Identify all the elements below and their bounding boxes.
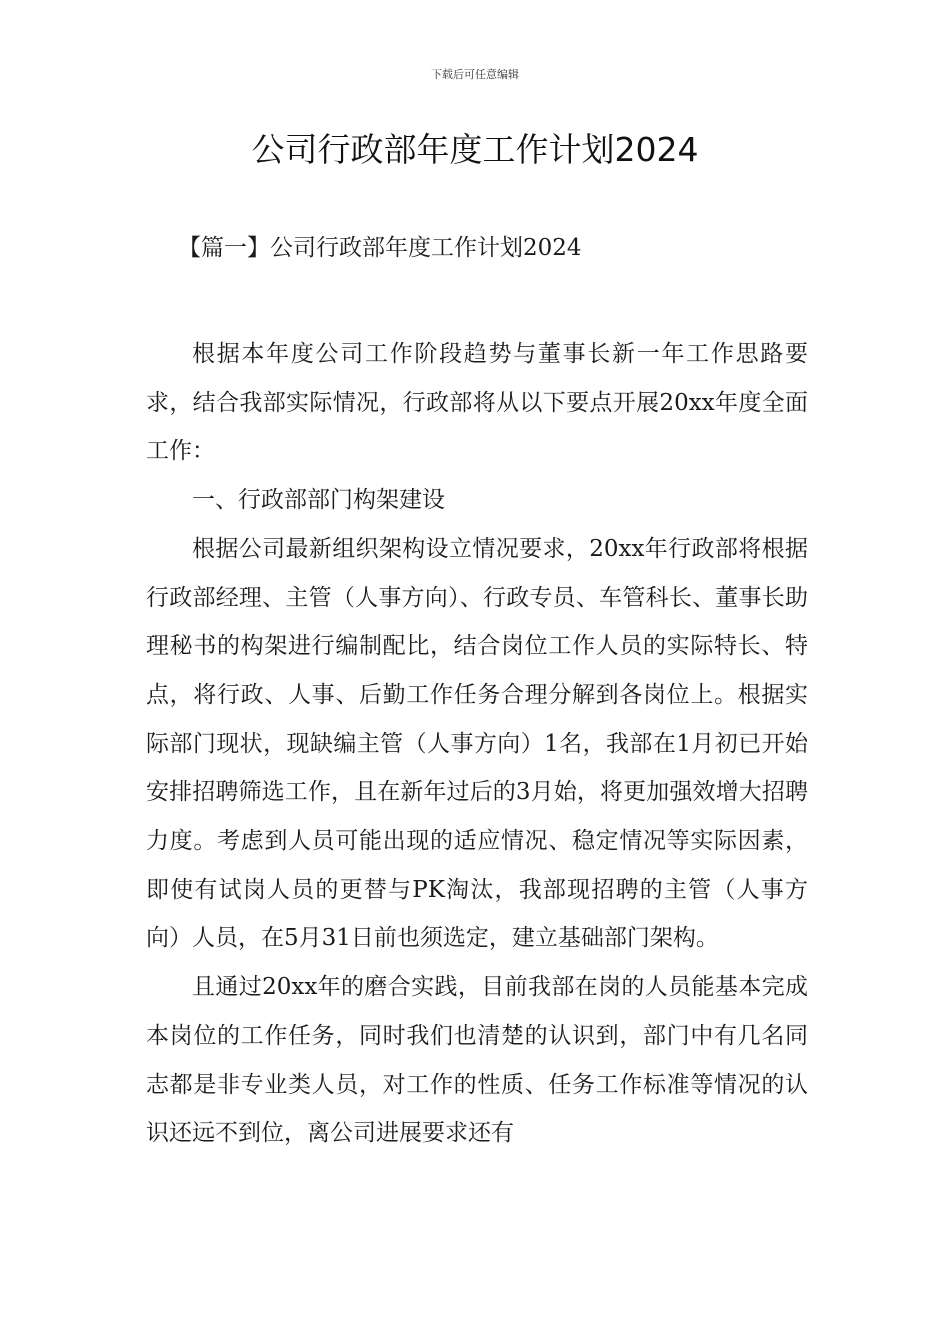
document-body [146,330,808,1158]
paragraph-structure: 根据公司最新组织架构设立情况要求，20xx年行政部将根据行政部经理、主管（人事方向）、行政专员、车管科长、董事长助理秘书的构架进行编制配比，结合岗位工作人员的实际特长、特点，将行政、人事、后勤工作任务合理分解到各岗位上。根据实际部门现状，现缺编主管（人事方向）1名，我部在1月初已开始安排招聘筛选工作，且在新年过后的3月始，将更加强效增大招聘力度。考虑到人员可能出现的适应情况、稳定情况等实际因素，即使有试岗人员的更替与PK淘汰，我部现招聘的主管（人事方向）人员，在5月31日前也须选定，建立基础部门架构。 [146,535,808,952]
section-heading: 【篇一】公司行政部年度工作计划2024 [178,235,582,261]
header-note: 下载后可任意编辑 [431,68,519,81]
document-title: 公司行政部年度工作计划2024 [251,130,699,169]
paragraph-intro: 根据本年度公司工作阶段趋势与董事长新一年工作思路要求，结合我部实际情况，行政部将从以下要点开展20xx年度全面工作： [146,341,808,465]
paragraph-subheading: 一、行政部部门构架建设 [192,487,445,514]
paragraph-practice: 且通过20xx年的磨合实践，目前我部在岗的人员能基本完成本岗位的工作任务，同时我们也清楚的认识到，部门中有几名同志都是非专业类人员，对工作的性质、任务工作标准等情况的认识还远不到位，离公司进展要求还有 [146,974,808,1147]
